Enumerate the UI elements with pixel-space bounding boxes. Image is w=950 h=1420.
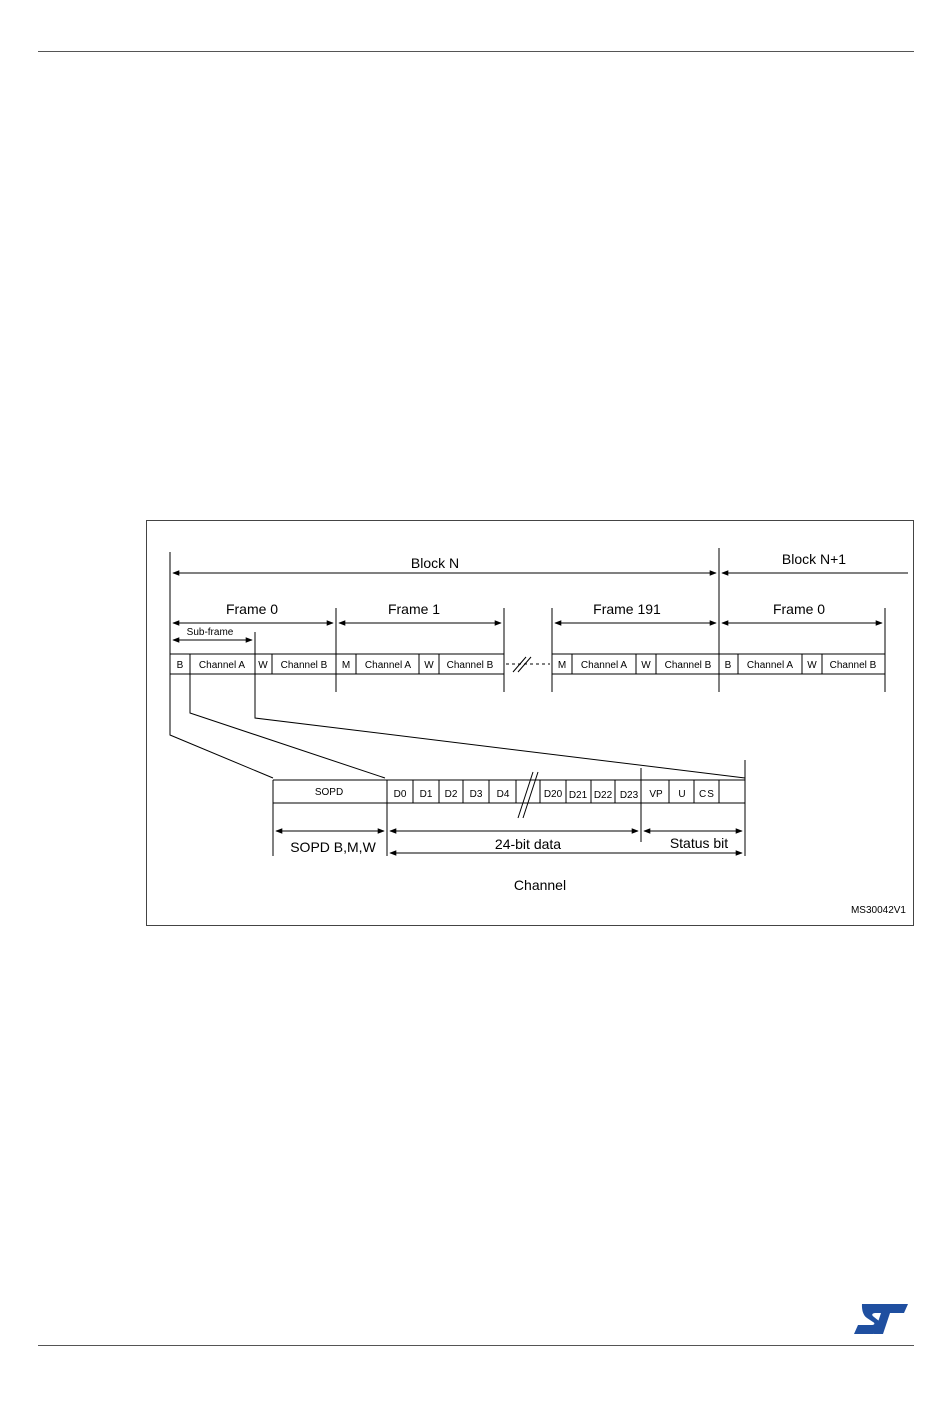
cell-label: D3 bbox=[469, 789, 483, 800]
zoom-line-mid bbox=[190, 674, 385, 778]
frame-label: Frame 1 bbox=[387, 601, 441, 617]
cell-label: D22 bbox=[593, 790, 613, 801]
sopd-label: SOPD B,M,W bbox=[290, 839, 376, 855]
figure-id: MS30042V1 bbox=[850, 905, 906, 916]
cell-label: U bbox=[678, 789, 686, 800]
cell-label: D23 bbox=[619, 790, 639, 801]
data-label: 24-bit data bbox=[494, 836, 562, 852]
cell-label: Channel A bbox=[746, 660, 794, 671]
channel-label: Channel bbox=[513, 877, 567, 893]
cell-label: D4 bbox=[496, 789, 510, 800]
cell-label: W bbox=[641, 660, 651, 671]
cell-label: D0 bbox=[393, 789, 407, 800]
cell-label: Channel A bbox=[580, 660, 628, 671]
status-label: Status bit bbox=[669, 835, 729, 851]
frame-label: Frame 0 bbox=[225, 601, 279, 617]
cell-label: Channel B bbox=[280, 660, 328, 671]
cell-label: VP bbox=[649, 789, 663, 800]
cell-label: W bbox=[258, 660, 268, 671]
footer-rule bbox=[38, 1345, 914, 1346]
cell-label: CS bbox=[699, 789, 715, 800]
cell-label: B bbox=[724, 660, 732, 671]
cell-label: SOPD bbox=[314, 787, 344, 798]
cell-label: D1 bbox=[419, 789, 433, 800]
cell-label: W bbox=[807, 660, 817, 671]
cell-label: Channel B bbox=[664, 660, 712, 671]
cell-label: D21 bbox=[568, 790, 588, 801]
cell-label: B bbox=[176, 660, 184, 671]
cell-label: Channel B bbox=[829, 660, 877, 671]
cell-label: Channel A bbox=[364, 660, 412, 671]
zoom-line-left bbox=[170, 674, 273, 778]
cell-label: D2 bbox=[444, 789, 458, 800]
figure-border bbox=[147, 521, 914, 926]
cell-label: Channel B bbox=[446, 660, 494, 671]
block-n-label: Block N bbox=[410, 555, 460, 571]
channel-row-labels bbox=[315, 787, 715, 801]
cell-label: M bbox=[557, 660, 567, 671]
subframe-label: Sub-frame bbox=[186, 627, 234, 638]
cell-label: W bbox=[424, 660, 434, 671]
block-n1-label: Block N+1 bbox=[781, 551, 847, 567]
cell-label: M bbox=[341, 660, 351, 671]
zoom-line-right bbox=[255, 674, 745, 778]
cell-label: Channel A bbox=[198, 660, 246, 671]
st-logo-icon bbox=[852, 1302, 908, 1336]
frame-label: Frame 191 bbox=[593, 601, 661, 617]
frame-label: Frame 0 bbox=[772, 601, 826, 617]
cell-label: D20 bbox=[543, 789, 563, 800]
